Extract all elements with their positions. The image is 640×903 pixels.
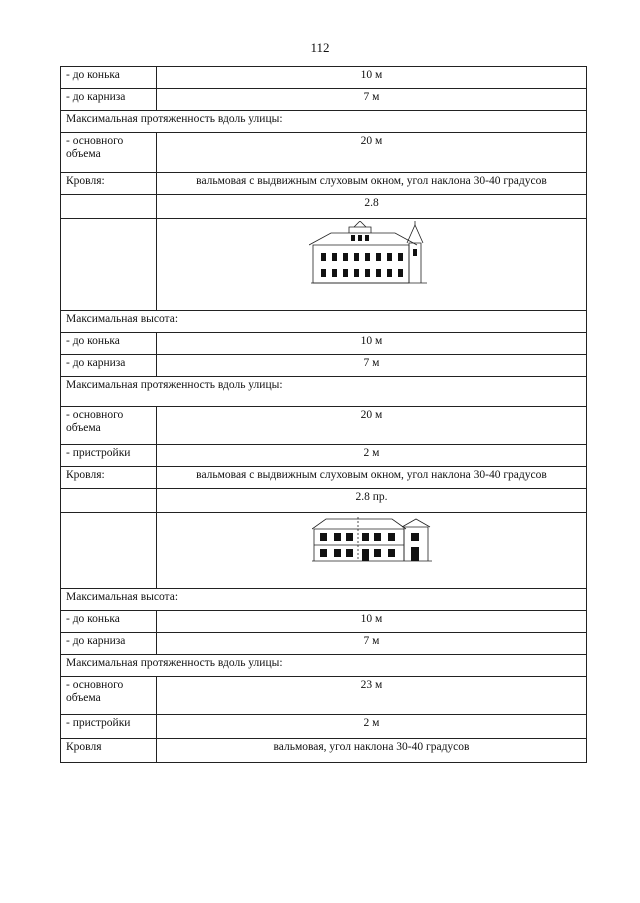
row-value: вальмовая с выдвижным слуховым окном, угол наклона 30-40 градусов	[157, 173, 587, 195]
row-value: 7 м	[157, 633, 587, 655]
row-value: вальмовая с выдвижным слуховым окном, угол наклона 30-40 градусов	[157, 467, 587, 489]
row-label: - основного объема	[61, 407, 157, 445]
row-value: 23 м	[157, 677, 587, 715]
row-value: 20 м	[157, 407, 587, 445]
table-row	[61, 715, 587, 739]
table-row	[61, 655, 587, 677]
building-figure-cell	[157, 219, 587, 311]
row-label: - до конька	[61, 67, 157, 89]
table-row	[61, 467, 587, 489]
row-label: - пристройки	[61, 715, 157, 739]
table-row	[61, 311, 587, 333]
table-row	[61, 89, 587, 111]
building-2-8-pr-icon	[312, 515, 432, 563]
row-value: 2 м	[157, 445, 587, 467]
table-row	[61, 173, 587, 195]
figure-row	[61, 219, 587, 311]
row-value: 10 м	[157, 67, 587, 89]
row-label: - до конька	[61, 333, 157, 355]
row-value: 7 м	[157, 355, 587, 377]
table-row	[61, 133, 587, 173]
row-label: - пристройки	[61, 445, 157, 467]
row-label: Кровля:	[61, 467, 157, 489]
row-value: 2 м	[157, 715, 587, 739]
table-row	[61, 739, 587, 763]
row-label	[61, 195, 157, 219]
row-label: - до конька	[61, 611, 157, 633]
section-heading: Максимальная высота:	[61, 589, 587, 611]
row-label: Кровля:	[61, 173, 157, 195]
empty-cell	[61, 513, 157, 589]
section-heading: Максимальная протяженность вдоль улицы:	[61, 111, 587, 133]
table-row	[61, 377, 587, 407]
table-row	[61, 677, 587, 715]
figure-row	[61, 513, 587, 589]
row-label: - до карниза	[61, 633, 157, 655]
table-row	[61, 489, 587, 513]
row-label: - до карниза	[61, 89, 157, 111]
row-label: Кровля	[61, 739, 157, 763]
row-label: - до карниза	[61, 355, 157, 377]
row-value: 10 м	[157, 611, 587, 633]
row-value: 2.8	[157, 195, 587, 219]
table-row	[61, 633, 587, 655]
table-row	[61, 67, 587, 89]
row-label	[61, 489, 157, 513]
table-row	[61, 111, 587, 133]
section-heading: Максимальная высота:	[61, 311, 587, 333]
table-row	[61, 611, 587, 633]
row-value: 20 м	[157, 133, 587, 173]
row-value: 7 м	[157, 89, 587, 111]
table-row	[61, 195, 587, 219]
table-row	[61, 589, 587, 611]
table-row	[61, 333, 587, 355]
table-row	[61, 407, 587, 445]
table-row	[61, 355, 587, 377]
section-heading: Максимальная протяженность вдоль улицы:	[61, 655, 587, 677]
row-label: - основного объема	[61, 677, 157, 715]
row-label: - основного объема	[61, 133, 157, 173]
building-figure-cell	[157, 513, 587, 589]
building-2-8-icon	[309, 221, 435, 285]
building-spec-table	[60, 66, 587, 763]
empty-cell	[61, 219, 157, 311]
section-heading: Максимальная протяженность вдоль улицы:	[61, 377, 587, 407]
page-number: 112	[310, 40, 330, 55]
row-value: 10 м	[157, 333, 587, 355]
row-value: 2.8 пр.	[157, 489, 587, 513]
table-row	[61, 445, 587, 467]
row-value: вальмовая, угол наклона 30-40 градусов	[157, 739, 587, 763]
